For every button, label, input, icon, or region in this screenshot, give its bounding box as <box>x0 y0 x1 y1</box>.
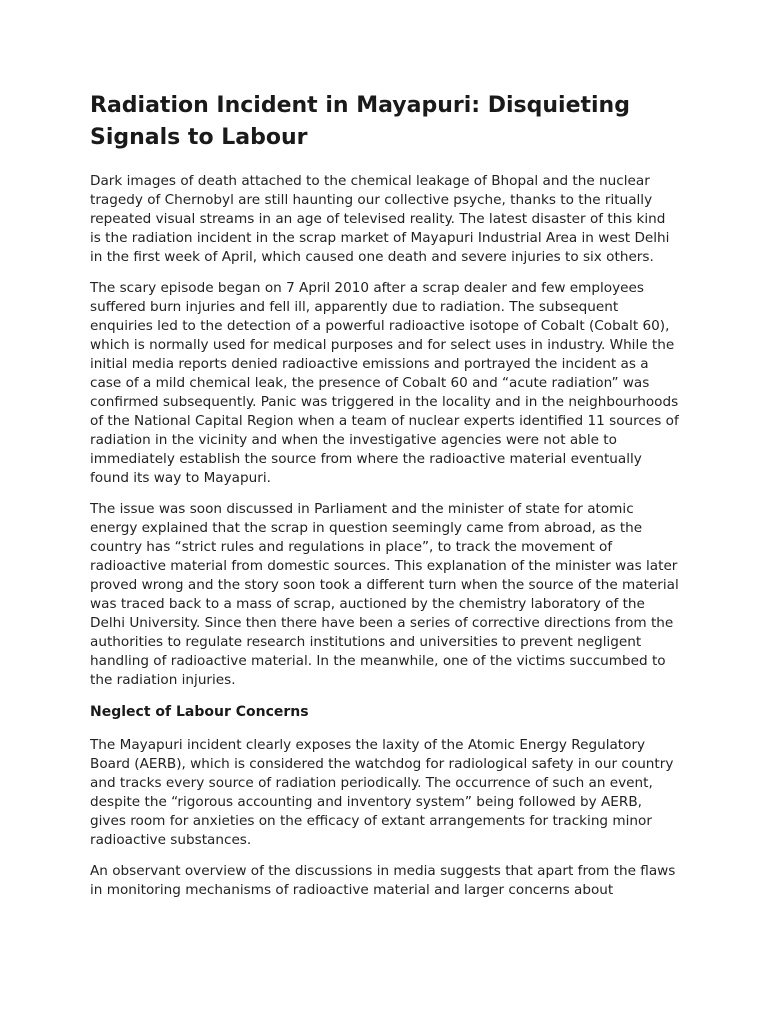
article-title: Radiation Incident in Mayapuri: Disquieting Signals to Labour <box>90 93 630 150</box>
paragraph-2: The scary episode began on 7 April 2010 after a scrap dealer and few employees suffered burn injuries and fell ill, apparently due to radiation. The subsequent enquiries led to the detection of a powerful radioactive isotope of Cobalt (Cobalt 60), which is normally used for medical purposes and for select uses in industry. While the initial media reports denied radioactive emissions and portrayed the incident as a case of a mild chemical leak, the presence of Cobalt 60 and “acute radiation” was confirmed subsequently. Panic was triggered in the locality and in the neighbourhoods of the National Capital Region when a team of nuclear experts identified 11 sources of radiation in the vicinity and when the investigative agencies were not able to immediately establish the source from where the radioactive material eventually found its way to Mayapuri. <box>90 280 679 486</box>
paragraph-1: Dark images of death attached to the chemical leakage of Bhopal and the nuclear tragedy of Chernobyl are still haunting our collective psyche, thanks to the ritually repeated visual streams in an age of televised reality. The latest disaster of this kind is the radiation incident in the scrap market of Mayapuri Industrial Area in west Delhi in the first week of April, which caused one death and severe injuries to six others. <box>90 173 670 265</box>
paragraph-3: The issue was soon discussed in Parliament and the minister of state for atomic energy explained that the scrap in question seemingly came from abroad, as the country has “strict rules and regulations in place”, to track the movement of radioactive material from domestic sources. This explanation of the minister was later proved wrong and the story soon took a different turn when the source of the material was traced back to a mass of scrap, auctioned by the chemistry laboratory of the Delhi University. Since then there have been a series of corrective directions from the authorities to regulate research institutions and universities to prevent negligent handling of radioactive material. In the meanwhile, one of the victims succumbed to the radiation injuries. <box>90 501 679 688</box>
paragraph-4: The Mayapuri incident clearly exposes the laxity of the Atomic Energy Regulatory Board (AERB), which is considered the watchdog for radiological safety in our country and tracks every source of radiation periodically. The occurrence of such an event, despite the “rigorous accounting and inventory system” being followed by AERB, gives room for anxieties on the efficacy of extant arrangements for tracking minor radioactive substances. <box>90 737 674 848</box>
paragraph-5: An observant overview of the discussions in media suggests that apart from the flaws in monitoring mechanisms of radioactive material and larger concerns about <box>90 863 676 898</box>
section-heading: Neglect of Labour Concerns <box>90 704 309 720</box>
document-page <box>90 90 680 912</box>
